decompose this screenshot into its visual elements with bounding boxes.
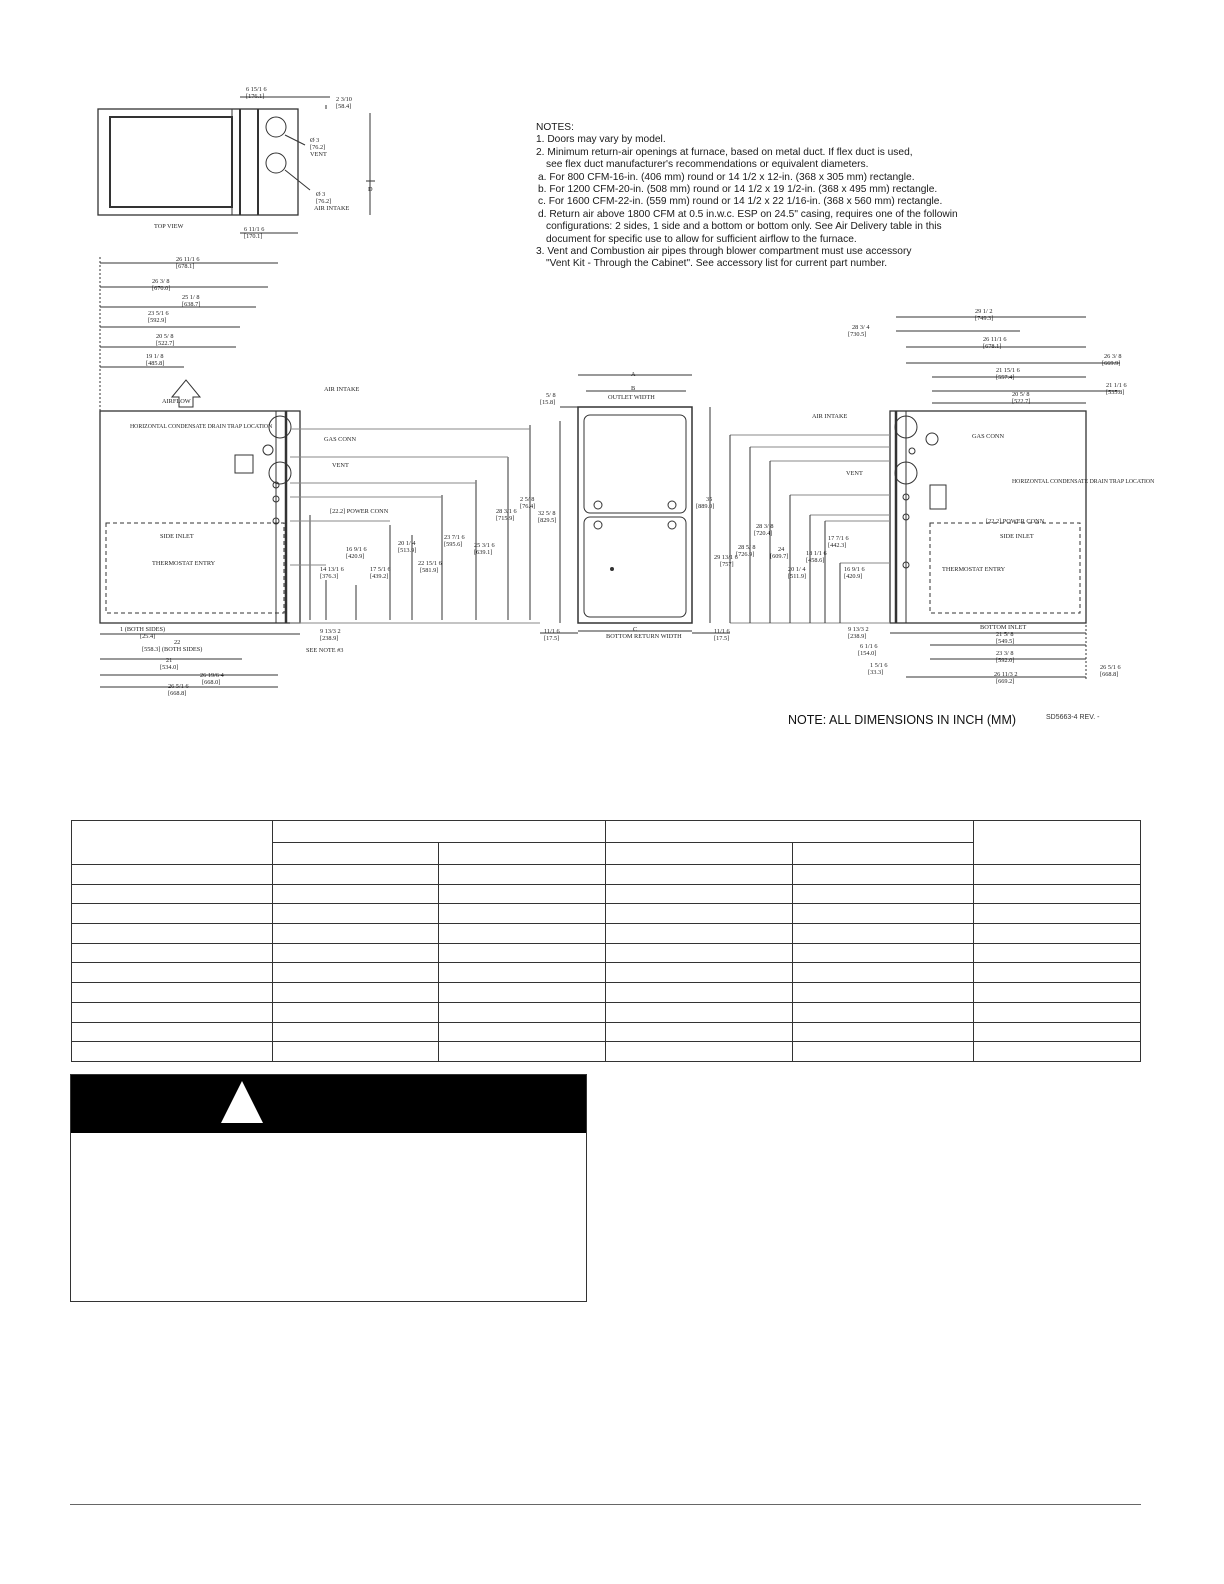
- left-dim-5: 19 1/ 8: [146, 353, 164, 360]
- left-height-6-mm: [639.1]: [474, 549, 493, 556]
- right-bottom-dim-6-mm: [33.3]: [868, 669, 884, 676]
- right-top-dim-3: 26 3/ 8: [1104, 353, 1122, 360]
- front-side-r-mm: [17.5]: [714, 635, 730, 642]
- right-top-dim-6: 20 5/ 8: [1012, 391, 1030, 398]
- top-dim-width: 6 15/1 6: [246, 86, 267, 93]
- table-row: [72, 904, 1141, 924]
- right-top-dim-5: 21 1/1 6: [1106, 382, 1127, 389]
- left-dim-4-mm: [522.7]: [156, 340, 175, 347]
- right-height-3: 24: [778, 546, 785, 553]
- table-row: [72, 943, 1141, 963]
- table-row: [72, 865, 1141, 885]
- front-height: 35: [706, 496, 713, 503]
- right-top-dim-1-mm: [730.5]: [848, 331, 867, 338]
- top-dim-right-mm: [58.4]: [336, 103, 352, 110]
- right-height-3-mm: [609.7]: [770, 553, 789, 560]
- right-height-6-mm: [442.3]: [828, 542, 847, 549]
- left-bottom-dim-3-mm: [668.0]: [202, 679, 221, 686]
- left-airflow-label: AIRFLOW: [162, 398, 191, 405]
- left-height-1-mm: [420.9]: [346, 553, 365, 560]
- table-cell: [606, 843, 793, 865]
- table-row: [72, 1002, 1141, 1022]
- left-gas-conn: GAS CONN: [324, 436, 357, 443]
- right-thermostat: THERMOSTAT ENTRY: [942, 566, 1006, 573]
- right-height-2: 28 3/ 8: [756, 523, 774, 530]
- front-top-dim: 5/ 8: [546, 392, 556, 399]
- table-row: [72, 1042, 1141, 1062]
- top-dim-bottom: 6 11/1 6: [244, 226, 265, 233]
- left-height-6: 25 3/1 6: [474, 542, 495, 549]
- dimensions-table: [71, 820, 1141, 1062]
- front-a: A: [631, 371, 636, 378]
- top-vent-label: VENT: [310, 151, 327, 158]
- dimension-units-note: NOTE: ALL DIMENSIONS IN INCH (MM): [788, 713, 1017, 727]
- right-bottom-dim-0-mm: [549.5]: [996, 638, 1015, 645]
- left-side-inlet: SIDE INLET: [160, 533, 194, 540]
- front-c: C: [633, 626, 638, 633]
- right-top-dim-2: 26 11/1 6: [983, 336, 1007, 343]
- left-bottom-dim-4: 26 5/1 6: [168, 683, 189, 690]
- front-dim-258: 2 5/ 8: [520, 496, 535, 503]
- table-header-row: [72, 821, 1141, 843]
- warning-header-bar: [71, 1075, 586, 1133]
- front-b: B: [631, 385, 636, 392]
- note-line: document for specific use to allow for sufficient airflow to the furnace.: [546, 233, 857, 245]
- left-height-2-mm: [439.2]: [370, 573, 389, 580]
- left-height-0-mm: [376.3]: [320, 573, 339, 580]
- left-height-4: 22 15/1 6: [418, 560, 442, 567]
- left-dim-3: 23 5/1 6: [148, 310, 169, 317]
- right-bottom-dim-3-mm: [668.8]: [1100, 671, 1119, 678]
- top-air-mm: [76.2]: [316, 198, 332, 205]
- left-height-7: 28 3/1 6: [496, 508, 517, 515]
- left-dim-0-mm: [678.1]: [176, 263, 195, 270]
- right-bottom-inlet: BOTTOM INLET: [980, 624, 1027, 631]
- right-power-conn: [22.2] POWER CONN: [986, 518, 1045, 525]
- right-bottom-dim-5: 6 1/1 6: [860, 643, 878, 650]
- left-dim-1-mm: [670.0]: [152, 285, 171, 292]
- table-cell: [72, 821, 273, 865]
- right-vent: VENT: [846, 470, 863, 477]
- document-id: SD5663-4 REV. -: [1046, 714, 1100, 721]
- left-bottom-dim-1: 22: [174, 639, 181, 646]
- left-height-8: 32 5/ 8: [538, 510, 556, 517]
- front-side-r: 11/1 6: [714, 628, 730, 635]
- table-cell: [273, 821, 606, 843]
- front-side-l: 11/1 6: [544, 628, 560, 635]
- warning-box: [70, 1074, 587, 1302]
- left-bottom-dim-5: 9 13/3 2: [320, 628, 341, 635]
- front-side-l-mm: [17.5]: [544, 635, 560, 642]
- left-bottom-dim-5-mm: [238.9]: [320, 635, 339, 642]
- right-bottom-dim-6: 1 5/1 6: [870, 662, 888, 669]
- left-height-4-mm: [581.9]: [420, 567, 439, 574]
- table-row: [72, 924, 1141, 944]
- drawing-notes: [536, 122, 976, 271]
- right-side-view: [730, 317, 1120, 681]
- note-line: b. For 1200 CFM-20-in. (508 mm) round or 14 1/2 x 19 1/2-in. (368 x 495 mm) rectangle.: [538, 184, 938, 196]
- right-height-1: 28 5/ 8: [738, 544, 756, 551]
- table-row: [72, 983, 1141, 1003]
- left-vent: VENT: [332, 462, 349, 469]
- left-power-conn: [22.2] POWER CONN: [330, 508, 389, 515]
- top-vent-mm: [76.2]: [310, 144, 326, 151]
- right-top-dim-2-mm: [678.1]: [983, 343, 1002, 350]
- table-row: [72, 1022, 1141, 1042]
- top-air-label: AIR INTAKE: [314, 205, 350, 212]
- left-dim-1: 26 3/ 8: [152, 278, 170, 285]
- top-dim-bottom-mm: [170.1]: [244, 233, 263, 240]
- left-drain-label: HORIZONTAL CONDENSATE DRAIN TRAP LOCATION: [130, 424, 273, 430]
- left-height-7-mm: [715.9]: [496, 515, 515, 522]
- right-bottom-dim-4-mm: [238.9]: [848, 633, 867, 640]
- left-dim-0: 26 11/1 6: [176, 256, 200, 263]
- note-line: 3. Vent and Combustion air pipes through blower compartment must use accessory: [536, 246, 912, 258]
- note-line: "Vent Kit - Through the Cabinet". See accessory list for current part number.: [546, 258, 888, 270]
- left-air-intake: AIR INTAKE: [324, 386, 360, 393]
- right-side-inlet: SIDE INLET: [1000, 533, 1034, 540]
- right-bottom-dim-2-mm: [669.2]: [996, 678, 1015, 685]
- right-bottom-dim-0: 21 5/ 8: [996, 631, 1014, 638]
- warning-triangle-icon: [221, 1081, 263, 1123]
- front-height-mm: [889.0]: [696, 503, 715, 510]
- table-row: [72, 963, 1141, 983]
- left-bottom-dim-1-mm: [558.3] (BOTH SIDES): [142, 646, 203, 653]
- note-line: a. For 800 CFM-16-in. (406 mm) round or 14 1/2 x 12-in. (368 x 305 mm) rectangle.: [538, 171, 915, 183]
- left-bottom-dim-0: 1 (BOTH SIDES): [120, 626, 166, 633]
- top-view: [98, 97, 375, 233]
- left-height-0: 14 13/1 6: [320, 566, 344, 573]
- top-dim-width-mm: [176.1]: [246, 93, 265, 100]
- table-cell: [439, 843, 606, 865]
- table-cell: [606, 821, 974, 843]
- right-height-5-mm: [458.6]: [806, 557, 825, 564]
- top-vent-dia: Ø 3: [310, 137, 320, 144]
- right-top-dim-3-mm: [669.9]: [1102, 360, 1121, 367]
- note-line: configurations: 2 sides, 1 side and a bottom or bottom only. See Air Delivery table in this: [546, 221, 942, 233]
- right-height-7-mm: [420.9]: [844, 573, 863, 580]
- right-top-dim-4-mm: [557.4]: [996, 374, 1015, 381]
- right-drain-label: HORIZONTAL CONDENSATE DRAIN TRAP LOCATION: [1012, 479, 1155, 485]
- right-height-4-mm: [511.9]: [788, 573, 807, 580]
- right-top-dim-1: 28 3/ 4: [852, 324, 870, 331]
- right-bottom-dim-5-mm: [154.0]: [858, 650, 877, 657]
- front-dim-258-mm: [76.4]: [520, 503, 536, 510]
- left-height-5-mm: [595.6]: [444, 541, 463, 548]
- right-height-1-mm: [726.9]: [736, 551, 755, 558]
- right-bottom-dim-4: 9 13/3 2: [848, 626, 869, 633]
- front-top-mm: [15.8]: [540, 399, 556, 406]
- right-bottom-dim-2: 26 11/3 2: [994, 671, 1018, 678]
- note-line: d. Return air above 1800 CFM at 0.5 in.w.c. ESP on 24.5" casing, requires one of the followin: [538, 208, 958, 220]
- left-bottom-dim-2: 21: [166, 657, 173, 664]
- right-height-7: 16 9/1 6: [844, 566, 865, 573]
- front-bottom-return: BOTTOM RETURN WIDTH: [606, 633, 682, 640]
- right-top-dim-0: 29 1/ 2: [975, 308, 993, 315]
- left-height-1: 16 9/1 6: [346, 546, 367, 553]
- footer-divider: [70, 1504, 1141, 1505]
- top-dim-d: D: [368, 186, 373, 193]
- right-top-dim-6-mm: [522.7]: [1012, 398, 1031, 405]
- left-bottom-dim-2-mm: [534.0]: [160, 664, 179, 671]
- left-height-3-mm: [513.9]: [398, 547, 417, 554]
- note-line: c. For 1600 CFM-22-in. (559 mm) round or 14 1/2 x 22 1/16-in. (368 x 560 mm) rectangle.: [538, 196, 943, 208]
- left-bottom-dim-3: 26 19/6 4: [200, 672, 224, 679]
- left-height-3: 20 1/ 4: [398, 540, 416, 547]
- right-height-0: 29 13/1 6: [714, 554, 738, 561]
- right-height-6: 17 7/1 6: [828, 535, 849, 542]
- top-view-label: TOP VIEW: [154, 223, 184, 230]
- right-height-5: 18 1/1 6: [806, 550, 827, 557]
- right-gas-conn: GAS CONN: [972, 433, 1005, 440]
- note-line: 2. Minimum return-air openings at furnace, based on metal duct. If flex duct is used,: [536, 146, 913, 158]
- left-height-5: 23 7/1 6: [444, 534, 465, 541]
- front-outlet: OUTLET WIDTH: [608, 394, 655, 401]
- note-line: see flex duct manufacturer's recommendations or equivalent diameters.: [546, 159, 869, 171]
- top-air-dia: Ø 3: [316, 191, 326, 198]
- left-dim-2-mm: [638.7]: [182, 301, 201, 308]
- left-dim-2: 25 1/ 8: [182, 294, 200, 301]
- right-height-0-mm: [757]: [720, 561, 734, 568]
- left-height-8-mm: [829.5]: [538, 517, 557, 524]
- table-cell: [793, 843, 974, 865]
- right-air-intake: AIR INTAKE: [812, 413, 848, 420]
- right-top-dim-0-mm: [749.3]: [975, 315, 994, 322]
- left-height-2: 17 5/1 6: [370, 566, 391, 573]
- left-see-note: SEE NOTE #3: [306, 647, 344, 654]
- right-bottom-dim-3: 26 5/1 6: [1100, 664, 1121, 671]
- right-top-dim-4: 21 15/1 6: [996, 367, 1020, 374]
- table-row: [72, 884, 1141, 904]
- right-top-dim-5-mm: [535.8]: [1106, 389, 1125, 396]
- right-bottom-dim-1: 23 3/ 8: [996, 650, 1014, 657]
- right-height-2-mm: [720.4]: [754, 530, 773, 537]
- left-dim-3-mm: [592.9]: [148, 317, 167, 324]
- top-dim-right: 2 3/10: [336, 96, 352, 103]
- left-bottom-dim-4-mm: [668.8]: [168, 690, 187, 697]
- notes-heading: NOTES:: [536, 122, 574, 133]
- right-bottom-dim-1-mm: [592.0]: [996, 657, 1015, 664]
- note-line: 1. Doors may vary by model.: [536, 134, 666, 146]
- table-cell: [273, 843, 439, 865]
- left-dim-5-mm: [485.8]: [146, 360, 165, 367]
- right-height-4: 20 1/ 4: [788, 566, 806, 573]
- left-dim-4: 20 5/ 8: [156, 333, 174, 340]
- left-thermostat: THERMOSTAT ENTRY: [152, 560, 216, 567]
- table-cell: [974, 821, 1141, 865]
- left-bottom-dim-0-mm: [25.4]: [140, 633, 156, 640]
